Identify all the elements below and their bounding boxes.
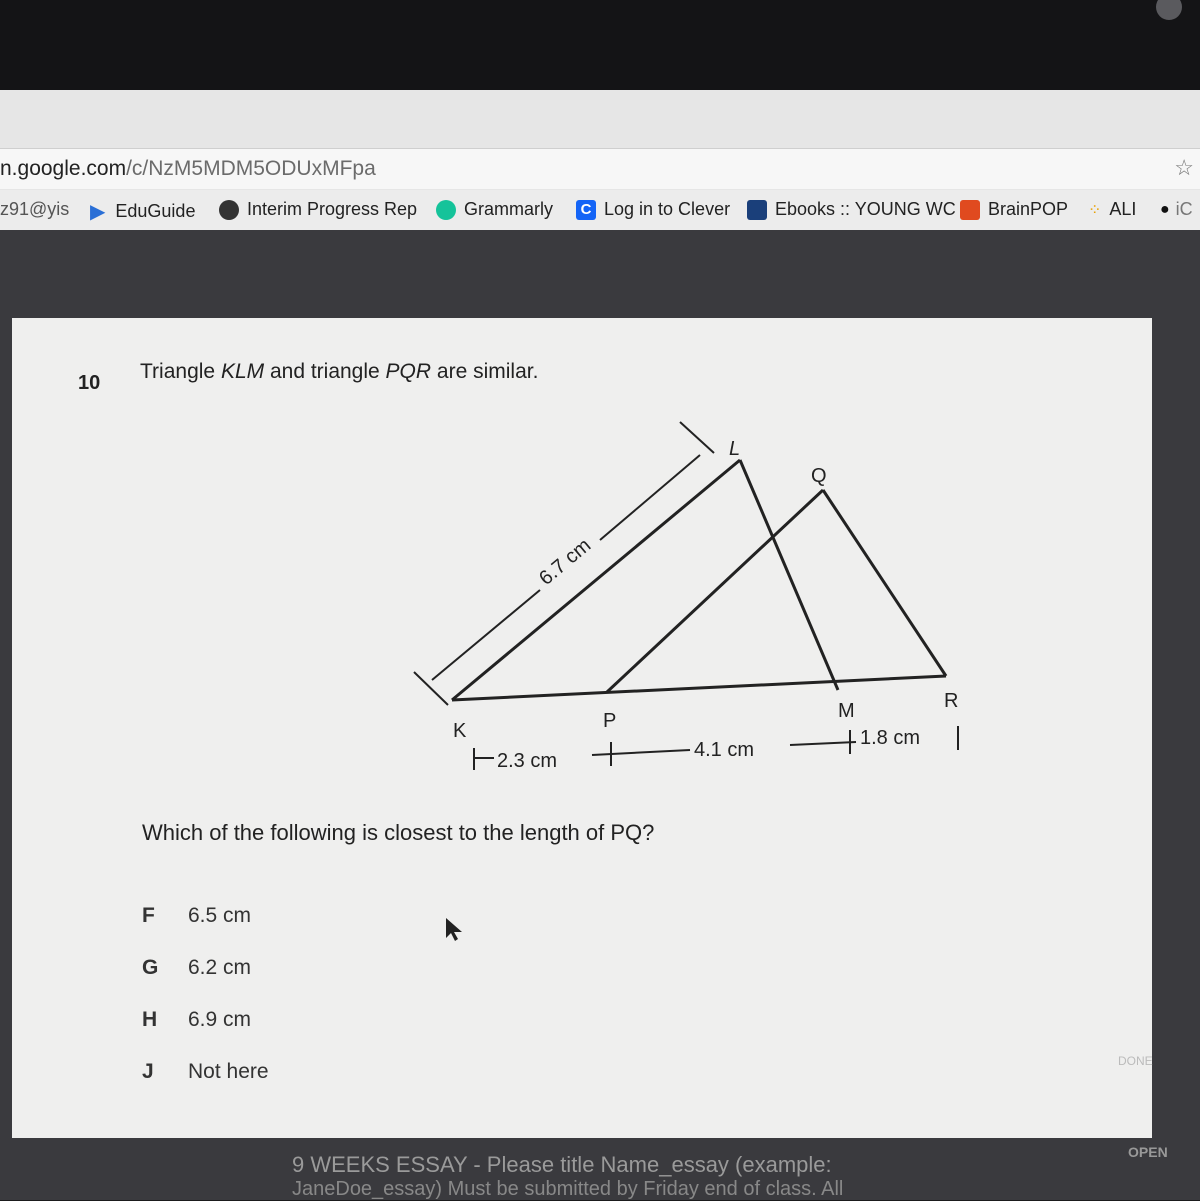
assignment-description: JaneDoe_essay) Must be submitted by Friday end of class. All: [292, 1178, 844, 1200]
option-text: Not here: [188, 1060, 269, 1083]
side-qr: [823, 490, 946, 676]
bookmark-label: Ebooks :: YOUNG WC: [775, 199, 956, 219]
vertex-label-m: M: [838, 700, 855, 722]
side-kl: [452, 460, 740, 700]
bookmark-label: z91@yis: [0, 199, 70, 219]
dimension-tick-k: [414, 672, 448, 705]
length-label-kl: 6.7 cm: [535, 534, 596, 590]
dimension-line-kl: [600, 455, 700, 540]
option-text: 6.5 cm: [188, 904, 252, 927]
vertex-label-p: P: [603, 710, 617, 732]
question-number: 10: [78, 372, 101, 394]
bookmark-label: Interim Progress Rep: [247, 199, 418, 219]
mouse-cursor-icon: [444, 916, 466, 942]
url-path: /c/NzM5MDM5ODUxMFpa: [126, 157, 376, 180]
answer-option-g[interactable]: [142, 956, 251, 980]
question-prompt: Which of the following is closest to the length of PQ?: [142, 820, 655, 845]
answer-option-f[interactable]: [142, 904, 251, 928]
vertex-label-q: Q: [811, 465, 827, 487]
bookmark-label: ALI: [1109, 199, 1137, 219]
apple-icon: ●: [1160, 200, 1170, 218]
arrow-icon: ▶: [90, 201, 106, 223]
dimension-line-kl: [432, 590, 540, 680]
triangle-pqr-name: PQR: [385, 360, 432, 383]
answer-option-j[interactable]: [142, 1060, 269, 1084]
side-lm: [740, 460, 838, 690]
url-host: n.google.com: [0, 157, 127, 180]
vertex-label-l: L: [729, 438, 741, 460]
stem-suffix: are similar.: [431, 360, 539, 383]
length-label-pm: 4.1 cm: [694, 739, 755, 761]
clever-icon: C: [576, 200, 596, 220]
stem-mid: and triangle: [264, 360, 386, 383]
option-letter: G: [142, 956, 159, 979]
triangle-klm-name: KLM: [220, 360, 265, 383]
length-label-kp: 2.3 cm: [497, 750, 558, 772]
option-text: 6.2 cm: [188, 956, 252, 979]
option-letter: H: [142, 1008, 158, 1031]
vertex-label-k: K: [453, 720, 467, 742]
answer-option-h[interactable]: [142, 1008, 251, 1032]
vertex-label-r: R: [944, 690, 959, 712]
side-pq: [607, 490, 823, 692]
dimension-line-mr: [790, 742, 856, 745]
stem-prefix: Triangle: [140, 360, 221, 383]
bookmark-label: EduGuide: [115, 201, 196, 221]
option-text: 6.9 cm: [188, 1008, 252, 1031]
open-button[interactable]: OPEN: [1128, 1144, 1168, 1160]
bookmark-star-icon[interactable]: ☆: [1174, 155, 1194, 180]
bookmark-label: BrainPOP: [988, 199, 1069, 219]
bookmark-label: iC: [1175, 199, 1193, 219]
option-letter: J: [142, 1060, 154, 1083]
base-kr: [452, 676, 946, 700]
bookmark-label: Grammarly: [464, 199, 553, 219]
option-letter: F: [142, 904, 155, 927]
spinner-icon: ⁘: [1088, 201, 1102, 219]
done-label[interactable]: DONE: [1118, 1054, 1153, 1068]
assignment-title[interactable]: 9 WEEKS ESSAY - Please title Name_essay (example:: [292, 1152, 832, 1177]
bookmark-label: Log in to Clever: [604, 199, 731, 219]
dimension-line-pm: [592, 750, 690, 755]
length-label-mr: 1.8 cm: [860, 727, 921, 749]
dimension-tick-l: [680, 422, 714, 453]
